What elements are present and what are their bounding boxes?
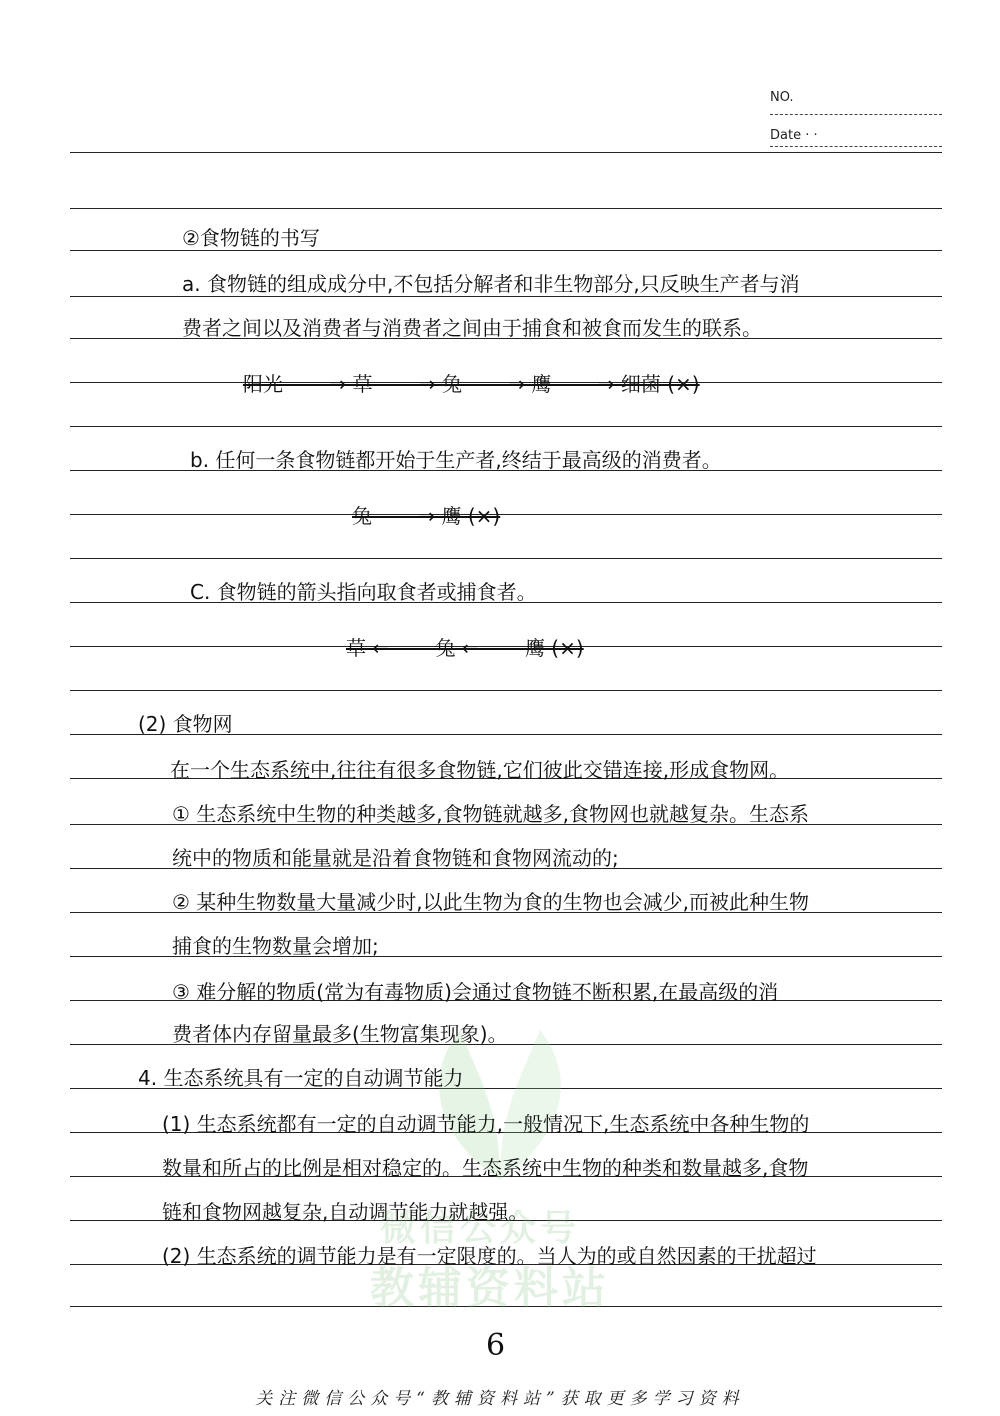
text-line: a. 食物链的组成成分中,不包括分解者和非生物部分,只反映生产者与消	[182, 272, 800, 296]
ruled-line	[70, 1306, 942, 1307]
date-underline	[770, 146, 942, 147]
text-line: ② 某种生物数量大量减少时,以此生物为食的生物也会减少,而被此种生物	[172, 890, 810, 914]
text-line: 在一个生态系统中,往往有很多食物链,它们彼此交错连接,形成食物网。	[170, 758, 790, 782]
ruled-line	[70, 250, 942, 251]
page-number: 6	[486, 1328, 506, 1363]
ruled-line	[70, 152, 942, 153]
ruled-line	[70, 296, 942, 297]
date-label: Date · ·	[770, 128, 818, 143]
subheading-food-chain-writing: ②食物链的书写	[182, 226, 320, 250]
wrong-example-chain: 兔 ——→ 鹰 (×)	[352, 504, 501, 528]
text-line: 捕食的生物数量会增加;	[172, 934, 379, 958]
ruled-line	[70, 514, 942, 515]
text-line: C. 食物链的箭头指向取食者或捕食者。	[190, 580, 537, 604]
ruled-line	[70, 558, 942, 559]
text-line: ① 生态系统中生物的种类越多,食物链就越多,食物网也就越复杂。生态系	[172, 802, 810, 826]
footer-note: 关注微信公众号“教辅资料站”获取更多学习资料	[255, 1389, 745, 1409]
ruled-line	[70, 690, 942, 691]
text-line: 费者体内存留量最多(生物富集现象)。	[172, 1022, 508, 1046]
text-line: ③ 难分解的物质(常为有毒物质)会通过食物链不断积累,在最高级的消	[172, 980, 779, 1004]
wrong-example-chain: 阳光 ——→ 草 ——→ 兔 ——→ 鹰 ——→ 细菌 (×)	[243, 372, 700, 396]
text-line: 统中的物质和能量就是沿着食物链和食物网流动的;	[172, 846, 619, 870]
text-line: 数量和所占的比例是相对稳定的。生态系统中生物的种类和数量越多,食物	[162, 1156, 809, 1180]
watermark-line-2: 教辅资料站	[370, 1263, 610, 1314]
section-heading-food-web: (2) 食物网	[138, 712, 233, 736]
text-line: 费者之间以及消费者与消费者之间由于捕食和被食而发生的联系。	[182, 316, 762, 340]
section-heading-self-regulation: 4. 生态系统具有一定的自动调节能力	[138, 1066, 464, 1090]
text-line: b. 任何一条食物链都开始于生产者,终结于最高级的消费者。	[190, 448, 722, 472]
wrong-example-chain: 草 ←—— 兔 ←—— 鹰 (×)	[346, 636, 584, 660]
text-line: 链和食物网越复杂,自动调节能力就越强。	[162, 1200, 529, 1224]
ruled-line	[70, 426, 942, 427]
watermark-line-1: 微信公众号	[380, 1208, 581, 1249]
ruled-line	[70, 208, 942, 209]
text-line: (1) 生态系统都有一定的自动调节能力,一般情况下,生态系统中各种生物的	[162, 1112, 810, 1136]
text-line: (2) 生态系统的调节能力是有一定限度的。当人为的或自然因素的干扰超过	[162, 1244, 817, 1268]
no-label: NO.	[770, 90, 794, 105]
no-underline	[770, 114, 942, 115]
